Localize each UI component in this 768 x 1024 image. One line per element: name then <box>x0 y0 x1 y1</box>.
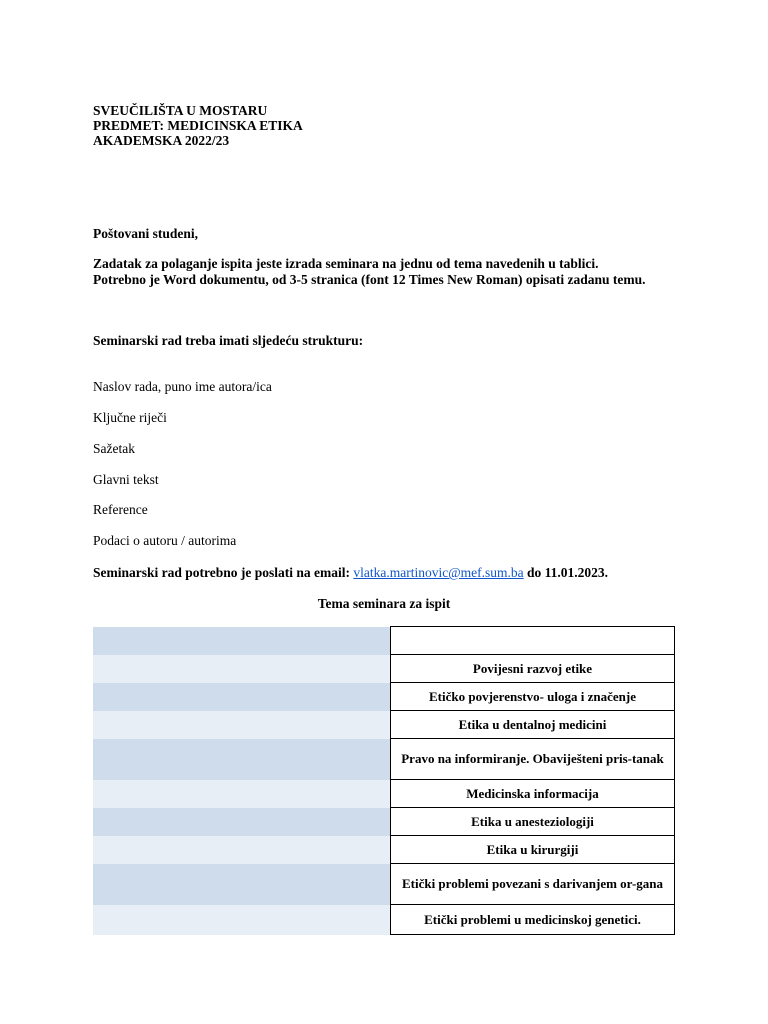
topic-cell: Povijesni razvoj etike <box>391 655 675 683</box>
shaded-cell <box>93 864 391 905</box>
university-name: SVEUČILIŠTA U MOSTARU <box>93 103 268 118</box>
topic-cell: Pravo na informiranje. Obaviješteni pris-tanak <box>391 739 675 780</box>
table-row <box>93 808 675 836</box>
structure-item: Podaci o autoru / autorima <box>93 533 237 548</box>
submission-deadline: do 11.01.2023. <box>527 565 609 580</box>
table-row <box>93 864 675 905</box>
topic-cell: Medicinska informacija <box>391 780 675 808</box>
shaded-cell <box>93 836 391 864</box>
table-row <box>93 780 675 808</box>
shaded-cell <box>93 739 391 780</box>
subject-line: PREDMET: MEDICINSKA ETIKA <box>93 118 303 133</box>
topic-cell: Etika u dentalnoj medicini <box>391 711 675 739</box>
topic-cell <box>391 627 675 655</box>
topic-cell: Etika u anesteziologiji <box>391 808 675 836</box>
submission-prefix: Seminarski rad potrebno je poslati na email: <box>93 565 351 580</box>
table-caption: Tema seminara za ispit <box>317 596 451 611</box>
table-row <box>93 739 675 780</box>
table-row <box>93 683 675 711</box>
shaded-cell <box>93 683 391 711</box>
task-paragraph: Zadatak za polaganje ispita jeste izrada seminara na jednu od tema navedenih u tablici. Potrebno je Word dokumentu, od 3-5 stranica (font 12 Times New Roman) opisati zadanu temu. <box>93 256 646 287</box>
topic-cell: Etički problemi u medicinskoj genetici. <box>391 905 675 935</box>
table-row <box>93 836 675 864</box>
email-link[interactable]: vlatka.martinovic@mef.sum.ba <box>353 565 524 580</box>
submission-line <box>93 565 608 581</box>
academic-year: AKADEMSKA 2022/23 <box>93 133 230 148</box>
shaded-cell <box>93 655 391 683</box>
greeting: Poštovani studeni, <box>93 226 199 241</box>
table-row <box>93 655 675 683</box>
structure-item: Reference <box>93 502 148 517</box>
shaded-cell <box>93 627 391 655</box>
structure-item: Sažetak <box>93 441 135 456</box>
structure-item: Naslov rada, puno ime autora/ica <box>93 379 272 394</box>
structure-item: Ključne riječi <box>93 410 167 425</box>
topic-cell: Etičko povjerenstvo- uloga i značenje <box>391 683 675 711</box>
shaded-cell <box>93 780 391 808</box>
structure-item: Glavni tekst <box>93 472 159 487</box>
topics-table <box>93 626 675 935</box>
table-row <box>93 711 675 739</box>
shaded-cell <box>93 808 391 836</box>
topic-cell: Etika u kirurgiji <box>391 836 675 864</box>
table-row <box>93 905 675 935</box>
shaded-cell <box>93 711 391 739</box>
table-row <box>93 627 675 655</box>
structure-intro: Seminarski rad treba imati sljedeću strukturu: <box>93 333 364 348</box>
topic-cell: Etički problemi povezani s darivanjem or-gana <box>391 864 675 905</box>
document-header <box>93 103 303 148</box>
shaded-cell <box>93 905 391 935</box>
